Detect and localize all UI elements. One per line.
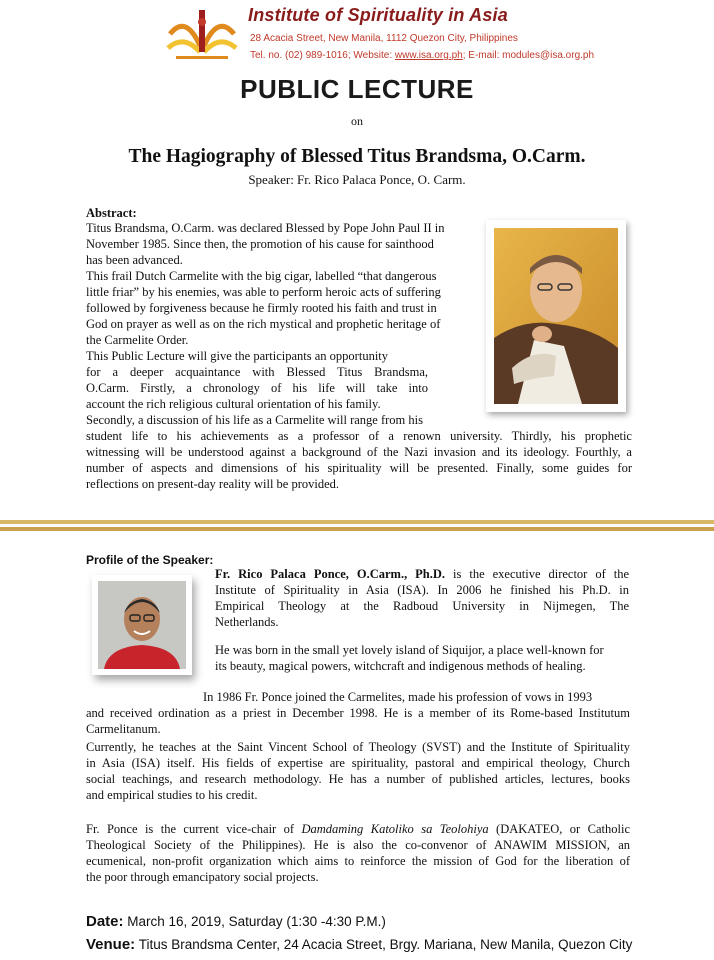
title-on: on: [351, 114, 363, 128]
abstract-paragraph-1: Titus Brandsma, O.Carm. was declared Blessed by Pope John Paul II in November 1985. Since then, the promotion of his cause for sainthood has been advanced.: [86, 221, 445, 267]
profile-vice-chair: Fr. Ponce is the current vice-chair of Damdaming Katoliko sa Teolohiya (DAKATEO, or Catholic Theological Society of the Philippines). He is also the co-convenor of ANAWIM MISSION, an ecumenical, non-profit organization which aims to reinforce the mission of God for the liberation of the poor through emancipatory social projects.: [86, 822, 630, 884]
profile-carmelites: In 1986 Fr. Ponce joined the Carmelites, made his profession of vows in 1993 and received ordination as a priest in December 1998. He is a member of its Rome-based Institutum Carmelitanum.: [86, 690, 630, 736]
abstract-paragraph-3a: This Public Lecture will give the participants an opportunity for a deeper acquaintance with Blessed Titus Brandsma, O.Carm. Firstly, a chronology of his life will take into account the rich religious cultural orientation of his family. Secondly, a discussion of his life as a Carmelite will range from his: [86, 349, 428, 427]
profile-teaching: Currently, he teaches at the Saint Vincent School of Theology (SVST) and the Institute of Spirituality in Asia (ISA) itself. His fields of expertise are spirituality, pastoral and empirical theology, Church social teachings, and research methodology. He has a number of published articles, lectures, books and empirical studies to his credit.: [86, 740, 630, 802]
speaker-line: Speaker: Fr. Rico Palaca Ponce, O. Carm.: [248, 172, 466, 187]
org-contact: Tel. no. (02) 989-1016; Website: www.isa.org.ph; E-mail: modules@isa.org.ph: [250, 50, 595, 61]
section-divider: [0, 519, 714, 531]
event-venue: Venue: Titus Brandsma Center, 24 Acacia Street, Brgy. Mariana, New Manila, Quezon City: [86, 936, 633, 953]
profile-birthplace: He was born in the small yet lovely island of Siquijor, a place well-known for its beauty, magical powers, witchcraft and indigenous methods of healing.: [215, 643, 604, 673]
profile-heading: Profile of the Speaker:: [86, 553, 214, 567]
event-date: Date: March 16, 2019, Saturday (1:30 -4:30 P.M.): [86, 913, 386, 930]
page-title: PUBLIC LECTURE: [240, 74, 474, 104]
titus-brandsma-portrait: [486, 220, 626, 412]
profile-intro: Fr. Rico Palaca Ponce, O.Carm., Ph.D. is the executive director of the Institute of Spirituality in Asia (ISA). In 2006 he finished his Ph.D. in Empirical Theology at the Radboud University in Nijmegen, The Netherlands.: [215, 567, 629, 629]
abstract-heading: Abstract:: [86, 206, 137, 220]
website-link[interactable]: www.isa.org.ph: [394, 50, 463, 61]
org-address: 28 Acacia Street, New Manila, 1112 Quezon City, Philippines: [250, 33, 518, 44]
abstract-paragraph-2: This frail Dutch Carmelite with the big cigar, labelled “that dangerous little friar” by his enemies, was able to perform heroic acts of suffering followed by forgiveness because he firmly rooted his faith and trust in God on prayer as well as on the rich mystical and prophetic heritage of the Carmelite Order.: [86, 269, 441, 347]
lecture-title: The Hagiography of Blessed Titus Brandsma, O.Carm.: [128, 146, 586, 167]
speaker-photo: [92, 575, 192, 675]
org-name: Institute of Spirituality in Asia: [248, 5, 508, 25]
speaker-name: Fr. Rico Palaca Ponce, O.Carm., Ph.D.: [215, 567, 446, 581]
abstract-paragraph-3b: student life to his achievements as a professor of a renown university. Thirdly, his prophetic witnessing will be understood against a background of the Nazi invasion and its ideology. Fourthly, a number of aspects and dimensions of his spirituality will be presented. Finally, some guides for reflections on present-day reality will be provided.: [86, 429, 632, 491]
isa-logo: [166, 4, 238, 66]
